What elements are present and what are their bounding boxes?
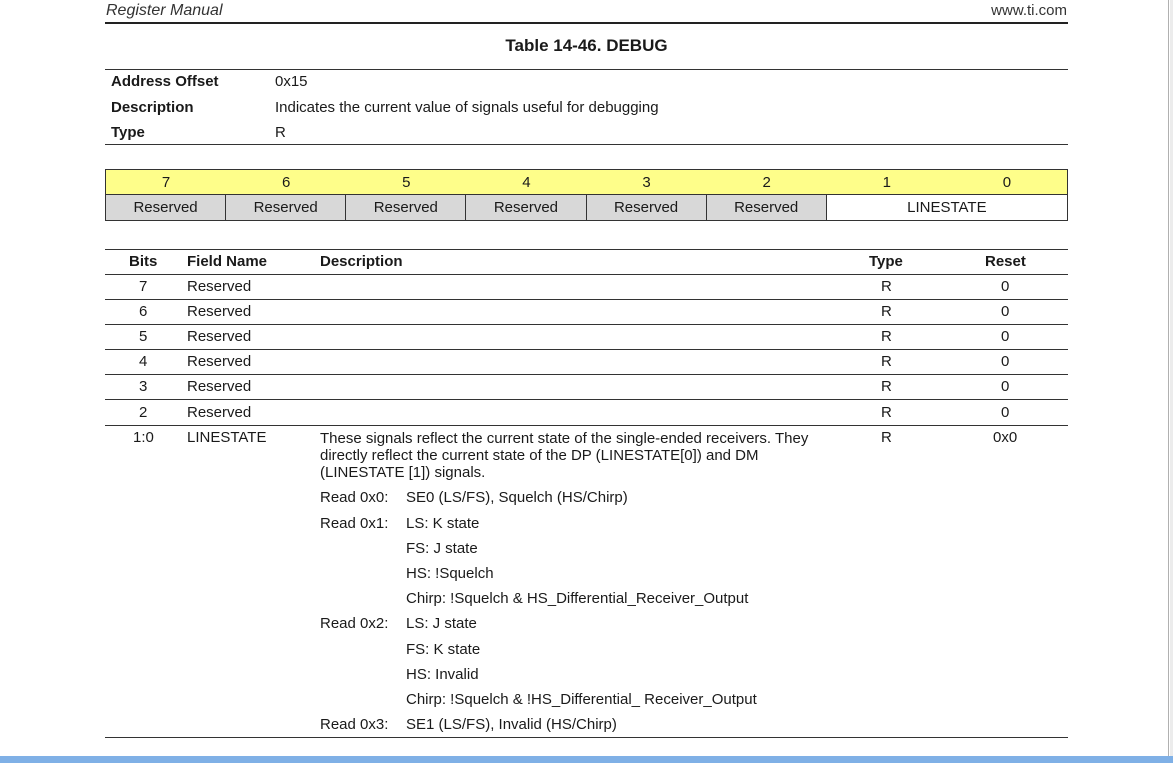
- read-0x1-value: FS: J state: [406, 540, 478, 557]
- row-rule: [105, 274, 1068, 275]
- row-bits: 3: [139, 378, 148, 395]
- read-0x2-label: Read 0x2:: [320, 615, 389, 632]
- header-description: Description: [320, 253, 403, 270]
- row-field-name: Reserved: [187, 278, 252, 295]
- row-rule: [105, 399, 1068, 400]
- meta-address-offset-value: 0x15: [275, 73, 308, 90]
- header-reset: Reset: [985, 253, 1026, 270]
- read-0x2-value: HS: Invalid: [406, 666, 479, 683]
- header-type: Type: [869, 253, 903, 270]
- row-bits: 5: [139, 328, 148, 345]
- bit-field-reserved: Reserved: [707, 195, 827, 220]
- bit-number: 6: [282, 174, 291, 191]
- row-reset: 0: [1001, 353, 1010, 370]
- header-rule: [105, 22, 1068, 24]
- bit-number: 2: [762, 174, 771, 191]
- row-type: R: [881, 303, 892, 320]
- meta-top-rule: [105, 69, 1068, 70]
- read-0x3-label: Read 0x3:: [320, 716, 389, 733]
- row-type: R: [881, 353, 892, 370]
- page-right-border: [1168, 0, 1169, 763]
- row-bits: 1:0: [133, 429, 154, 446]
- row-bits: 7: [139, 278, 148, 295]
- row-type: R: [881, 429, 892, 446]
- row-type: R: [881, 404, 892, 421]
- bit-field-linestate: LINESTATE: [827, 195, 1067, 220]
- table-bottom-rule: [105, 737, 1068, 738]
- read-0x0-label: Read 0x0:: [320, 489, 389, 506]
- row-type: R: [881, 378, 892, 395]
- meta-type-value: R: [275, 124, 286, 141]
- bit-number: 0: [1002, 174, 1012, 191]
- read-0x1-value: LS: K state: [406, 515, 480, 532]
- row-reset: 0: [1001, 404, 1010, 421]
- row-field-name: Reserved: [187, 328, 252, 345]
- header-field-name: Field Name: [187, 253, 268, 270]
- row-bits: 6: [139, 303, 148, 320]
- window-bottom-bar: [0, 756, 1173, 763]
- row-bits: 4: [139, 353, 148, 370]
- read-0x2-value: FS: K state: [406, 641, 481, 658]
- meta-type-label: Type: [111, 124, 145, 141]
- bit-field-reserved: Reserved: [346, 195, 466, 220]
- bit-number: 1: [882, 174, 891, 191]
- row-type: R: [881, 328, 892, 345]
- bit-field-reserved: Reserved: [466, 195, 586, 220]
- row-rule: [105, 349, 1068, 350]
- document-header-title: Register Manual: [106, 2, 223, 19]
- bit-field-reserved: Reserved: [106, 195, 226, 220]
- header-bits: Bits: [129, 253, 158, 270]
- meta-address-offset-label: Address Offset: [111, 73, 219, 90]
- bit-number-row: [106, 170, 1067, 195]
- read-0x1-value: Chirp: !Squelch & HS_Differential_Receiver_Output: [406, 590, 749, 607]
- bit-number: 4: [522, 174, 531, 191]
- linestate-description: These signals reflect the current state of the single-ended receivers. They directly reflect the current state of the DP (LINESTATE[0]) and DM (LINESTATE [1]) signals.: [320, 430, 809, 481]
- bit-field-reserved: Reserved: [226, 195, 346, 220]
- row-rule: [105, 299, 1068, 300]
- bit-number: 7: [161, 174, 171, 191]
- table-top-rule: [105, 249, 1068, 250]
- bit-field-row: [106, 195, 1067, 220]
- bit-number: 5: [402, 174, 411, 191]
- meta-bottom-rule: [105, 144, 1068, 145]
- row-rule: [105, 374, 1068, 375]
- row-reset: 0: [1001, 303, 1010, 320]
- row-reset: 0: [1001, 278, 1010, 295]
- bit-field-reserved: Reserved: [587, 195, 707, 220]
- row-type: R: [881, 278, 892, 295]
- row-reset: 0: [1001, 378, 1010, 395]
- row-field-name: LINESTATE: [187, 429, 267, 446]
- row-reset: 0: [1001, 328, 1010, 345]
- read-0x2-value: Chirp: !Squelch & !HS_Differential_ Receiver_Output: [406, 691, 757, 708]
- table-title: Table 14-46. DEBUG: [505, 36, 668, 55]
- row-bits: 2: [139, 404, 148, 421]
- read-0x1-label: Read 0x1:: [320, 515, 389, 532]
- meta-description-value: Indicates the current value of signals useful for debugging: [275, 99, 659, 116]
- row-field-name: Reserved: [187, 378, 252, 395]
- read-0x2-value: LS: J state: [406, 615, 477, 632]
- row-field-name: Reserved: [187, 404, 252, 421]
- meta-description-label: Description: [111, 99, 194, 116]
- read-0x1-value: HS: !Squelch: [406, 565, 494, 582]
- register-bitmap: [105, 169, 1068, 221]
- row-rule: [105, 425, 1068, 426]
- header-website-link[interactable]: www.ti.com: [991, 2, 1067, 19]
- bit-number: 3: [642, 174, 651, 191]
- row-field-name: Reserved: [187, 353, 252, 370]
- read-0x3-value: SE1 (LS/FS), Invalid (HS/Chirp): [406, 716, 617, 733]
- row-rule: [105, 324, 1068, 325]
- row-reset: 0x0: [993, 429, 1018, 446]
- row-field-name: Reserved: [187, 303, 252, 320]
- read-0x0-value: SE0 (LS/FS), Squelch (HS/Chirp): [406, 489, 628, 506]
